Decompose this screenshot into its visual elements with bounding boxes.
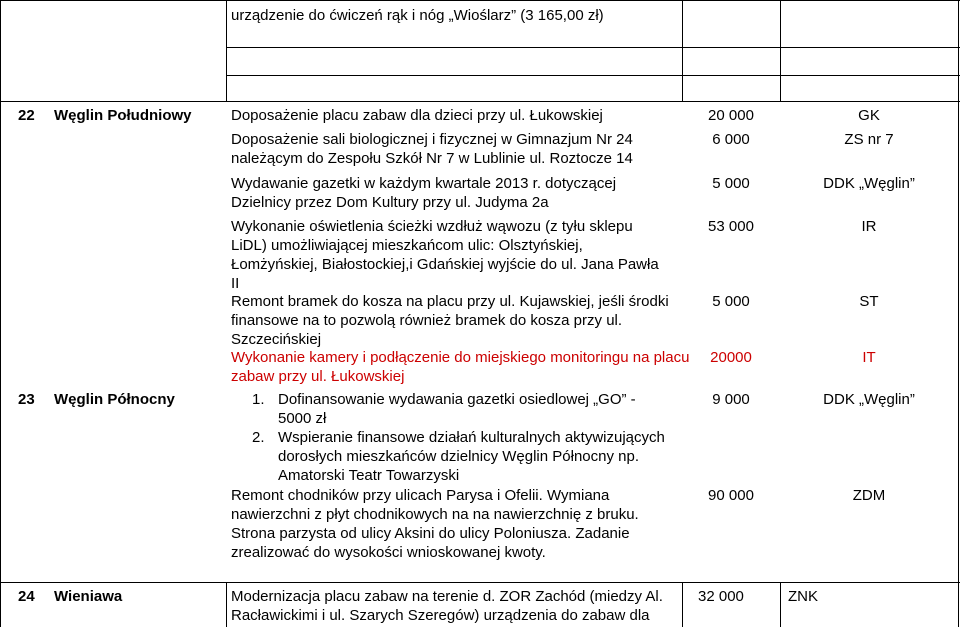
task-amount: 20000 [710,349,752,366]
column-divider [780,0,781,101]
task-amount: 20 000 [708,107,754,124]
task-unit: ZDM [852,487,886,504]
task-amount: 90 000 [708,487,754,504]
column-divider [226,582,227,627]
row-number: 24 [18,588,35,605]
task-unit: GK [858,107,880,124]
task-unit: IR [861,218,877,235]
district-name: Wieniawa [54,588,123,605]
task-description: dorosłych mieszkańców dzielnicy Węglin Północny np. [278,448,639,465]
task-amount: 9 000 [712,391,750,408]
row-divider [0,0,960,1]
column-divider [0,0,1,627]
task-amount: 5 000 [712,175,750,192]
task-amount: 5 000 [712,293,750,310]
task-description: nawierzchni z płyt chodnikowych na na nawierzchnię z bruku. [231,506,639,523]
task-amount: 32 000 [698,588,744,605]
column-divider [682,582,683,627]
task-description: Wydawanie gazetki w każdym kwartale 2013 r. dotyczącej [231,175,617,192]
task-description: Amatorski Teatr Towarzyski [278,467,460,484]
task-description: Racławickimi i ul. Szarych Szeregów) urządzenia do zabaw dla [231,607,650,624]
task-unit: ZS nr 7 [844,131,894,148]
task-description: Wykonanie oświetlenia ścieżki wzdłuż wąwozu (z tyłu sklepu [231,218,633,235]
task-unit: ST [859,293,879,310]
row-divider [226,75,960,76]
task-description: finansowe na to pozwolą również bramek do kosza przy ul. [231,312,623,329]
task-description: Remont chodników przy ulicach Parysa i Ofelii. Wymiana [231,487,610,504]
task-amount: 6 000 [712,131,750,148]
task-description: Doposażenie placu zabaw dla dzieci przy ul. Łukowskiej [231,107,603,124]
task-description: urządzenie do ćwiczeń rąk i nóg „Wioślarz” (3 165,00 zł) [231,7,604,24]
task-amount: 53 000 [708,218,754,235]
task-description: Wspieranie finansowe działań kulturalnych aktywizujących [278,429,665,446]
task-description: Wykonanie kamery i podłączenie do miejskiego monitoringu na placu [231,349,690,366]
task-description: II [231,275,240,292]
district-name: Węglin Południowy [54,107,192,124]
task-description: Doposażenie sali biologicznej i fizycznej w Gimnazjum Nr 24 [231,131,633,148]
task-description: Dofinansowanie wydawania gazetki osiedlowej „GO” - [278,391,636,408]
task-unit: DDK „Węglin” [823,175,915,192]
task-description: Modernizacja placu zabaw na terenie d. ZOR Zachód (miedzy Al. [231,588,663,605]
row-divider [226,47,960,48]
list-marker: 2. [252,429,265,446]
task-description: Szczecińskiej [231,331,322,348]
task-description: 5000 zł [278,410,327,427]
column-divider [226,0,227,101]
task-description: Dzielnicy przez Dom Kultury przy ul. Judyma 2a [231,194,549,211]
task-description: Remont bramek do kosza na placu przy ul. Kujawskiej, jeśli środki [231,293,669,310]
task-description: zrealizować do wysokości wnioskowanej kwoty. [231,544,546,561]
task-unit: IT [862,349,876,366]
column-divider [682,0,683,101]
task-description: Łomżyńskiej, Białostockiej,i Gdańskiej wyjście do ul. Jana Pawła [231,256,659,273]
list-marker: 1. [252,391,265,408]
row-number: 23 [18,391,35,408]
row-number: 22 [18,107,35,124]
task-unit: DDK „Węglin” [823,391,915,408]
row-divider [0,101,960,102]
task-unit: ZNK [788,588,818,605]
column-divider [958,0,959,627]
task-description: LiDL) umożliwiającej mieszkańcom ulic: Olsztyńskiej, [231,237,583,254]
task-description: Strona parzysta od ulicy Aksini do ulicy Poloniusza. Zadanie [231,525,630,542]
row-divider [0,582,960,583]
task-description: zabaw przy ul. Łukowskiej [231,368,405,385]
district-name: Węglin Północny [54,391,175,408]
column-divider [780,582,781,627]
task-description: należącym do Zespołu Szkół Nr 7 w Lublinie ul. Roztocze 14 [231,150,633,167]
